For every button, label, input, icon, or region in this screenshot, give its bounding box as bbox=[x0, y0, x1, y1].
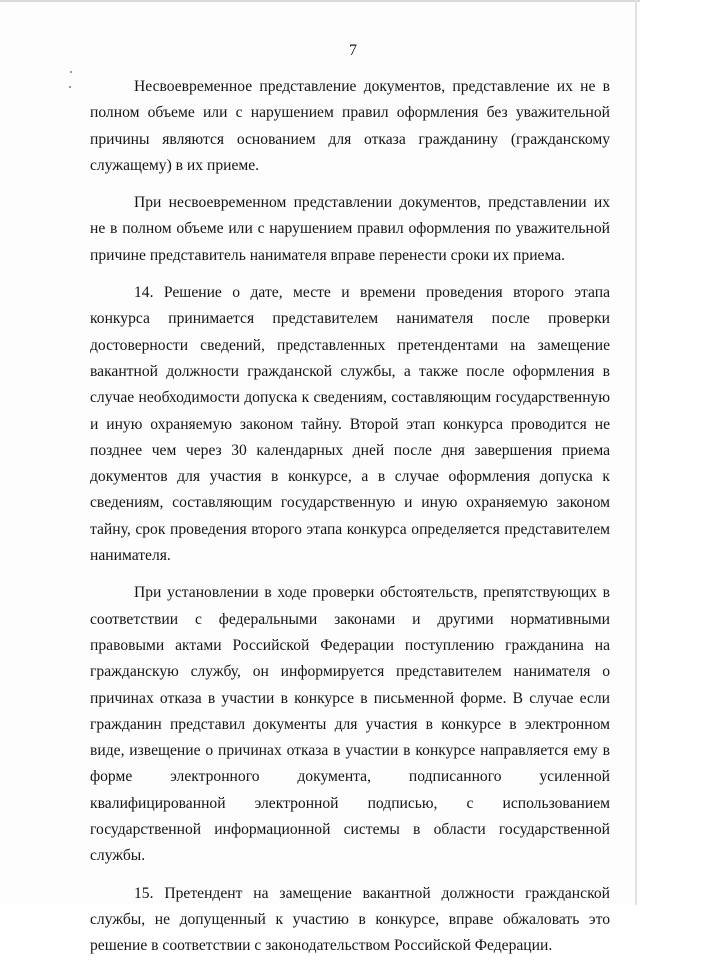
scan-right-edge bbox=[635, 0, 637, 905]
scan-speck bbox=[70, 71, 72, 73]
page-number: 7 bbox=[349, 42, 357, 59]
scan-speck bbox=[69, 86, 71, 88]
paragraph: При установлении в ходе проверки обстоятельств, препятствующих в соответствии с федеральными законами и другими нормативными правовыми актами Российской Федерации поступлению гражданина на гражданскую службу, он информируется представителем нанимателя о причинах отказа в участии в конкурсе в письменной форме. В случае если гражданин представил документы для участия в конкурсе в электронном виде, извещение о причинах отказа в участии в конкурсе направляется ему в форме электронного документа, подписанного усиленной квалифицированной электронной подписью, с использованием государственной информационной системы в области государственной службы. bbox=[90, 584, 610, 865]
paragraph: 15. Претендент на замещение вакантной должности гражданской службы, не допущенный к участию в конкурсе, вправе обжаловать это решение в соответствии с законодательством Российской Федерации. bbox=[90, 884, 610, 955]
document-body bbox=[90, 74, 610, 960]
paragraph: При несвоевременном представлении документов, представлении их не в полном объеме или с нарушением правил оформления по уважительной причине представитель нанимателя вправе перенести сроки их приема. bbox=[90, 194, 610, 264]
scan-top-edge bbox=[0, 0, 640, 2]
paragraph: Несвоевременное представление документов, представление их не в полном объеме или с нарушением правил оформления без уважительной причины являются основанием для отказа гражданину (гражданскому служащему) в их приеме. bbox=[90, 78, 610, 174]
paragraph: 14. Решение о дате, месте и времени проведения второго этапа конкурса принимается представителем нанимателя после проверки достоверности сведений, представленных претендентами на замещение вакантной должности гражданской службы, а также после оформления в случае необходимости допуска к сведениям, составляющим государственную и иную охраняемую законом тайну. Второй этап конкурса проводится не позднее чем через 30 календарных дней после дня завершения приема документов для участия в конкурсе, а в случае оформления допуска к сведениям, составляющим государственную и иную охраняемую законом тайну, срок проведения второго этапа конкурса определяется представителем нанимателя. bbox=[90, 284, 610, 565]
